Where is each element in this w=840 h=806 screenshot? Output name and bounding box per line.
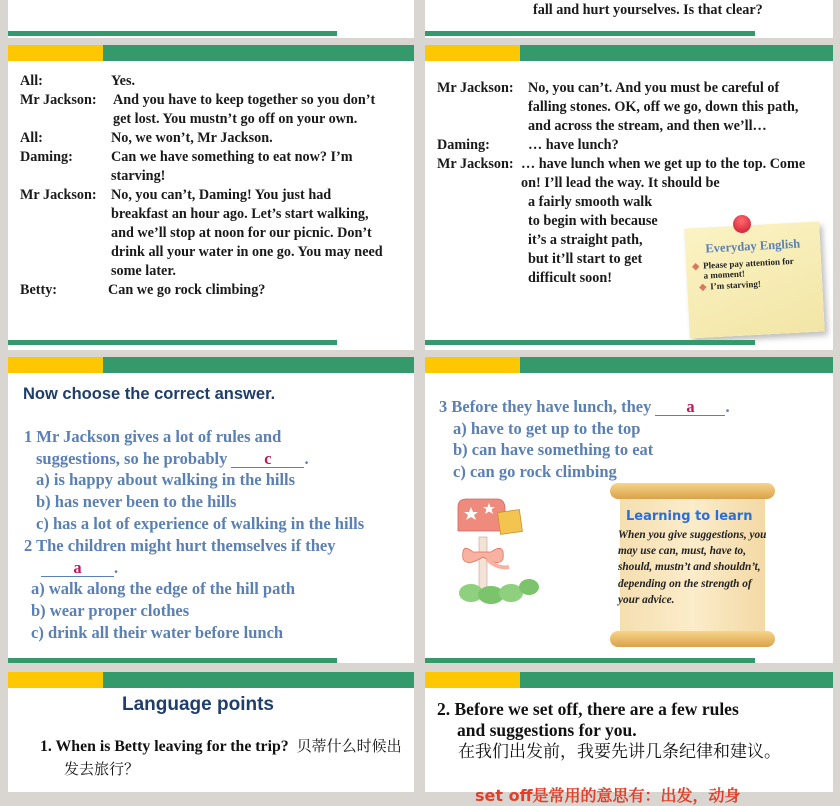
question-stem: 1 Mr Jackson gives a lot of rules and bbox=[24, 427, 282, 446]
slide-dialogue-2 bbox=[425, 45, 833, 350]
note-item-text: I’m starving! bbox=[709, 278, 762, 292]
speaker: Daming: bbox=[20, 149, 73, 165]
option-b[interactable]: b) has never been to the hills bbox=[36, 492, 237, 512]
speaker: Mr Jackson: bbox=[437, 156, 514, 172]
question-stem: 2 The children might hurt themselves if they bbox=[24, 536, 336, 555]
dialogue-line bbox=[20, 186, 400, 281]
learning-scroll bbox=[610, 483, 775, 653]
slide-header-bar bbox=[8, 45, 414, 61]
slide-bottom-line bbox=[425, 340, 755, 345]
line-text: … have lunch when we get up to the top. Come on! I’ll lead the way. It should be bbox=[521, 156, 806, 191]
dialogue-line bbox=[20, 281, 400, 300]
option-a[interactable]: a) walk along the edge of the hill path bbox=[31, 579, 296, 599]
slide-language-points-2 bbox=[425, 672, 833, 805]
scroll-title: Learning to learn bbox=[626, 509, 753, 524]
speaker: All: bbox=[20, 73, 43, 89]
partial-dialogue-text: fall and hurt yourselves. Is that clear? bbox=[533, 2, 763, 18]
slide-header-bar bbox=[425, 45, 833, 61]
line-text: No, you can’t, Daming! You just had breakfast an hour ago. Let’s start walking, and we’ll stop at noon for our picnic. Don’t drink all your water in one go. You may need some later. bbox=[111, 187, 383, 279]
slide-bottom-line bbox=[8, 658, 337, 663]
speaker: Betty: bbox=[20, 282, 58, 298]
diamond-bullet-icon: ◆ bbox=[691, 260, 700, 272]
point-text: 2. Before we set off, there are a few rules bbox=[437, 699, 739, 719]
answer-blank[interactable]: a bbox=[655, 398, 725, 416]
slide-bottom-line bbox=[8, 340, 337, 345]
slide-header-bar bbox=[8, 672, 414, 688]
point-translation: 在我们出发前，我要先讲几条纪律和建议。 bbox=[458, 742, 781, 762]
slide-questions-1 bbox=[8, 357, 414, 663]
line-text: No, you can’t. And you must be careful of falling stones. OK, off we go, down this path, and across the stream, and then we’ll… bbox=[528, 80, 799, 134]
answer-blank[interactable]: c bbox=[231, 450, 304, 468]
option-c[interactable]: c) can go rock climbing bbox=[453, 462, 617, 482]
slide-dialogue-1 bbox=[8, 45, 414, 350]
option-c[interactable]: c) drink all their water before lunch bbox=[31, 622, 284, 642]
line-text: … have lunch? bbox=[528, 137, 619, 153]
slide-bottom-line bbox=[8, 31, 337, 36]
sticky-note bbox=[684, 222, 825, 339]
speaker: Mr Jackson: bbox=[20, 92, 97, 108]
continuation-line: but it’ll start to get bbox=[528, 251, 643, 267]
slide-language-points-1 bbox=[8, 672, 414, 792]
language-point-2 bbox=[437, 699, 827, 741]
note-item-text: Please pay attention for a moment! bbox=[702, 255, 794, 281]
option-a[interactable]: a) have to get up to the top bbox=[453, 418, 641, 438]
question-stem-line: 3 Before they have lunch, they a . bbox=[439, 397, 730, 416]
question-stem-line: suggestions, so he probably c . bbox=[36, 448, 309, 468]
dialogue-line bbox=[437, 155, 822, 193]
answer-line: a . bbox=[24, 557, 414, 579]
dialogue-line bbox=[20, 148, 400, 186]
slide-bottom-line bbox=[425, 658, 755, 663]
language-point-1 bbox=[40, 735, 405, 781]
scroll-rod-top bbox=[610, 483, 775, 499]
speaker: Mr Jackson: bbox=[20, 187, 97, 203]
answer-blank[interactable]: a bbox=[41, 559, 114, 577]
speaker: Daming: bbox=[437, 137, 490, 153]
option-c[interactable]: c) has a lot of experience of walking in the hills bbox=[36, 513, 365, 533]
continuation-line: to begin with because bbox=[528, 213, 658, 229]
slide-bottom-line bbox=[425, 31, 755, 36]
partial-note-red: set off是常用的意思有：出发，动身 bbox=[475, 786, 741, 805]
continuation-line: a fairly smooth walk bbox=[528, 194, 653, 210]
slide-top-left bbox=[8, 0, 414, 38]
option-b[interactable]: b) wear proper clothes bbox=[31, 601, 190, 621]
slide-questions-2 bbox=[425, 357, 833, 663]
slide-title: Language points bbox=[122, 694, 274, 715]
slide-header-bar bbox=[425, 357, 833, 373]
continuation-line: difficult soon! bbox=[528, 270, 612, 286]
dialogue-line bbox=[20, 129, 400, 148]
line-text: Can we go rock climbing? bbox=[108, 282, 266, 298]
scroll-text: When you give suggestions, you may use can, must, have to, should, mustn’t and shouldn’t, depending on the strength of your advice. bbox=[618, 529, 767, 606]
point-text: and suggestions for you. bbox=[457, 720, 637, 740]
speaker: All: bbox=[20, 130, 43, 146]
sticky-note-title: Everyday English bbox=[705, 236, 801, 256]
slide-header-bar bbox=[8, 357, 414, 373]
speaker: Mr Jackson: bbox=[437, 80, 514, 96]
option-a[interactable]: a) is happy about walking in the hills bbox=[36, 470, 296, 490]
line-text: No, we won’t, Mr Jackson. bbox=[111, 130, 273, 146]
point-text: 1. When is Betty leaving for the trip? bbox=[40, 738, 289, 755]
slide-top-right bbox=[425, 0, 833, 38]
point-translation: 贝蒂什么时候出发去旅行？ bbox=[64, 737, 402, 778]
question-3 bbox=[439, 396, 829, 483]
dialogue-line bbox=[437, 136, 822, 155]
section-heading: Now choose the correct answer. bbox=[23, 385, 276, 403]
question-stem: 3 Before they have lunch, they bbox=[439, 397, 652, 416]
line-text: And you have to keep together so you don’t get lost. You mustn’t go off on your own. bbox=[113, 92, 376, 127]
question-stem: suggestions, so he probably bbox=[36, 448, 228, 468]
line-text: Can we have something to eat now? I’m starving! bbox=[111, 149, 353, 184]
scroll-rod-bottom bbox=[610, 631, 775, 647]
continuation-line: it’s a straight path, bbox=[528, 232, 643, 248]
option-b[interactable]: b) can have something to eat bbox=[453, 440, 654, 460]
dialogue-line bbox=[20, 91, 400, 129]
line-text: Yes. bbox=[111, 73, 136, 89]
dialogue-line bbox=[437, 79, 822, 136]
mailbox-illustration bbox=[453, 497, 543, 607]
diamond-bullet-icon: ◆ bbox=[699, 281, 707, 292]
slide-header-bar bbox=[425, 672, 833, 688]
dialogue-line bbox=[20, 72, 400, 91]
question-2 bbox=[24, 535, 414, 644]
question-1 bbox=[24, 426, 414, 535]
dialogue-block bbox=[20, 72, 400, 300]
